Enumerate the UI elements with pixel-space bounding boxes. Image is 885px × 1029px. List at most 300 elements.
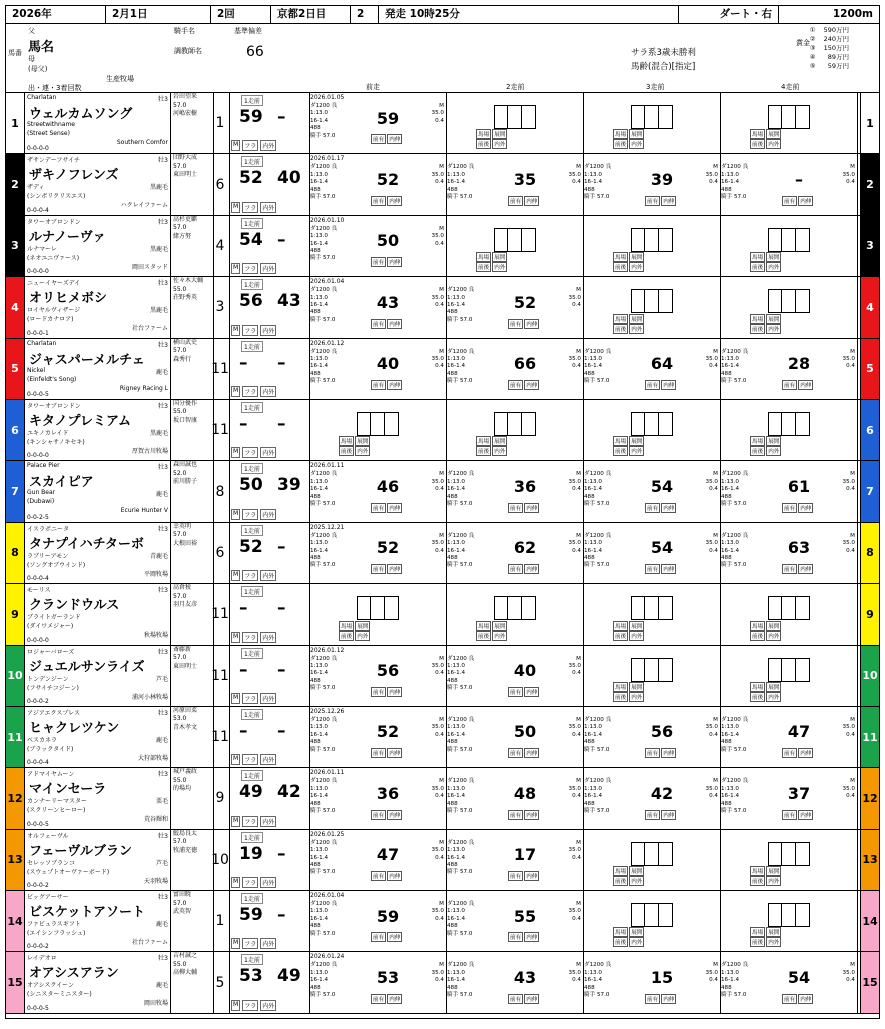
past-race: 馬場 展開 前後 内外 bbox=[720, 400, 858, 460]
horse-info bbox=[25, 707, 171, 767]
horse-row bbox=[6, 952, 879, 1013]
past-race: ダ1200 良 1:13.0 16-1.4 488 騎手 57.0 61 M 35.0 0.4 前有 内伸 bbox=[720, 461, 858, 521]
jockey-info bbox=[171, 277, 214, 337]
horse-name: オリヒメボシ bbox=[29, 291, 108, 307]
carried-weight: 57.0 bbox=[173, 838, 187, 846]
race-record: 0-0-0-1 bbox=[27, 329, 49, 337]
past-race: ダ1200 良 1:13.0 16-1.4 488 騎手 57.0 48 M 35.0 0.4 前有 内伸 bbox=[446, 768, 584, 828]
carried-weight: 55.0 bbox=[173, 776, 187, 784]
horse-number-left: 7 bbox=[6, 461, 25, 521]
race-index: 47 bbox=[787, 722, 811, 742]
race-date: 2026.01.04 bbox=[310, 278, 345, 286]
horse-row bbox=[6, 400, 879, 461]
distance: 1200m bbox=[832, 8, 873, 20]
gate-number: 4 bbox=[211, 216, 230, 276]
race-index: 48 bbox=[513, 783, 537, 803]
best-index-2: – bbox=[277, 843, 286, 864]
breeder: Ecurie Hunter V bbox=[120, 507, 168, 515]
race-record: 0-0-0-2 bbox=[27, 697, 49, 705]
past-race: 馬場 展開 前後 内外 bbox=[583, 93, 721, 153]
race-index: 28 bbox=[787, 354, 811, 374]
past-race: ダ1200 良 1:13.0 16-1.4 488 騎手 57.0 54 M 35.0 0.4 前有 内伸 bbox=[583, 523, 721, 583]
jockey-name: 森田誠也 bbox=[173, 461, 198, 469]
best-index-1: – bbox=[239, 659, 248, 680]
horse-info bbox=[25, 830, 171, 890]
trainer-name: 前川勝子 bbox=[173, 478, 198, 486]
horse-row bbox=[6, 830, 879, 891]
coat-color: 黒鹿毛 bbox=[149, 245, 168, 253]
past-race: ダ1200 良 1:13.0 16-1.4 488 騎手 57.0 – M 35.0 0.4 前有 内伸 bbox=[720, 154, 858, 214]
best-index: 1走前 56 43 M フラ 内外 bbox=[229, 277, 310, 337]
best-index: 1走前 19 – M フラ 内外 bbox=[229, 830, 310, 890]
best-index-2: – bbox=[277, 413, 286, 434]
race-index: 39 bbox=[650, 169, 674, 189]
prize-2: 240万円 bbox=[823, 35, 849, 43]
jockey-name: 佐々木大輔 bbox=[173, 277, 204, 285]
breeder: Rigney Racing L bbox=[119, 384, 168, 392]
race-index: 54 bbox=[650, 476, 674, 496]
horse-number-right: 13 bbox=[860, 830, 879, 890]
sex-age: 牡3 bbox=[158, 955, 168, 963]
best-index: 1走前 – – M フラ 内外 bbox=[229, 400, 310, 460]
past-race: 馬場 展開 前後 内外 bbox=[720, 891, 858, 951]
past-race: ダ1200 良 1:13.0 16-1.4 488 騎手 57.0 66 M 35.0 0.4 前有 内伸 bbox=[446, 339, 584, 399]
breeder: 平岡牧場 bbox=[143, 570, 168, 578]
dam: ロイヤルヴィザージ bbox=[27, 307, 81, 315]
coat-color: 鹿毛 bbox=[155, 491, 168, 499]
prev2-header: 2走前 bbox=[506, 83, 525, 91]
race-index: 53 bbox=[376, 967, 400, 987]
best-index-1: 59 bbox=[239, 905, 263, 926]
sire: Charlatan bbox=[27, 94, 57, 101]
race-record: 0-0-0-0 bbox=[27, 268, 49, 276]
horse-row bbox=[6, 523, 879, 584]
race-date: 2026.01.24 bbox=[310, 953, 345, 961]
past-race: 2026.01.05 ダ1200 良 1:13.0 16-1.4 488 騎手 57.0 59 M 35.0 0.4 前有 内伸 bbox=[309, 93, 447, 153]
best-index-1: – bbox=[239, 720, 248, 741]
horse-rows bbox=[6, 93, 879, 1014]
horse-row bbox=[6, 461, 879, 522]
horse-number-right: 14 bbox=[860, 891, 879, 951]
prev4-header: 4走前 bbox=[781, 83, 800, 91]
past-race: 馬場 展開 前後 内外 bbox=[446, 93, 584, 153]
jockey-info bbox=[171, 339, 214, 399]
sex-age: 牡3 bbox=[158, 218, 168, 226]
past-race: 馬場 展開 前後 内外 bbox=[446, 400, 584, 460]
sire: アドマイヤムーン bbox=[27, 771, 75, 779]
carried-weight: 57.0 bbox=[173, 899, 187, 907]
std-header: 基準偏差 bbox=[234, 27, 262, 35]
horse-number-right: 6 bbox=[860, 400, 879, 460]
past-race: 馬場 展開 前後 内外 bbox=[720, 830, 858, 890]
owner-header: 生産牧場 bbox=[106, 75, 134, 83]
race-index: 52 bbox=[513, 292, 537, 312]
broodmare-sire: (エイシンフラッシュ) bbox=[27, 930, 86, 938]
best-index-2: – bbox=[277, 107, 286, 127]
jockey-name: 吉村誠之 bbox=[173, 952, 198, 960]
best-index-2: 49 bbox=[277, 966, 301, 987]
past-race: 馬場 展開 前後 内外 bbox=[583, 646, 721, 706]
trainer-name: 牧浦充徳 bbox=[173, 846, 198, 854]
trainer-name: 河嶋宏樹 bbox=[173, 110, 198, 117]
horse-number-left: 6 bbox=[6, 400, 25, 460]
horse-number-left: 15 bbox=[6, 952, 25, 1012]
best-index: 1走前 – – M フラ 内外 bbox=[229, 646, 310, 706]
coat-color: 青鹿毛 bbox=[149, 552, 168, 560]
trainer-name: 緒方努 bbox=[173, 232, 192, 240]
race-index: 40 bbox=[376, 354, 400, 374]
broodmare-sire: (ネオユニヴァース) bbox=[27, 254, 80, 262]
race-date: 2026.01.12 bbox=[310, 339, 345, 347]
record-header: 出・連・3着回数 bbox=[28, 84, 82, 92]
horse-number-left: 8 bbox=[6, 523, 25, 583]
horse-number-right: 7 bbox=[860, 461, 879, 521]
horse-number-left: 10 bbox=[6, 646, 25, 706]
breeder: 秋場牧場 bbox=[143, 632, 168, 640]
horse-info bbox=[25, 523, 171, 583]
past-race: 2025.12.21 ダ1200 良 1:13.0 16-1.4 488 騎手 57.0 52 M 35.0 0.4 前有 内伸 bbox=[309, 523, 447, 583]
dam-header: 母 bbox=[28, 55, 35, 63]
horse-info bbox=[25, 400, 171, 460]
past-race: 2026.01.04 ダ1200 良 1:13.0 16-1.4 488 騎手 57.0 43 M 35.0 0.4 前有 内伸 bbox=[309, 277, 447, 337]
dam: カンナーリーマスター bbox=[27, 798, 88, 806]
past-race: 2026.01.11 ダ1200 良 1:13.0 16-1.4 488 騎手 57.0 46 M 35.0 0.4 前有 内伸 bbox=[309, 461, 447, 521]
horse-number-left: 4 bbox=[6, 277, 25, 337]
horse-name: ヒャクレツケン bbox=[29, 720, 120, 736]
race-index: 43 bbox=[513, 967, 537, 987]
past-race: 2026.01.12 ダ1200 良 1:13.0 16-1.4 488 騎手 57.0 40 M 35.0 0.4 前有 内伸 bbox=[309, 339, 447, 399]
horse-name: ジュエルサンライズ bbox=[29, 659, 145, 675]
race-record: 0-0-0-5 bbox=[27, 390, 49, 398]
jockey-name: 河原田菜 bbox=[173, 706, 198, 714]
jockey-name: 団野大成 bbox=[173, 154, 198, 162]
coat-color: 芦毛 bbox=[155, 675, 168, 683]
carried-weight: 57.0 bbox=[173, 347, 187, 355]
best-index-2: – bbox=[277, 905, 286, 926]
past-race: ダ1200 良 1:13.0 16-1.4 488 騎手 57.0 39 M 35.0 0.4 前有 内伸 bbox=[583, 154, 721, 214]
best-index-1: 52 bbox=[239, 168, 263, 189]
race-index: 36 bbox=[513, 476, 537, 496]
past-race: 馬場 展開 前後 内外 bbox=[583, 216, 721, 276]
sire: Palace Pier bbox=[27, 462, 60, 470]
gate-number: 11 bbox=[211, 584, 230, 644]
jockey-info bbox=[171, 952, 214, 1012]
past-race: 2026.01.04 ダ1200 良 1:13.0 16-1.4 488 騎手 57.0 59 M 35.0 0.4 前有 内伸 bbox=[309, 891, 447, 951]
jockey-info bbox=[171, 523, 214, 583]
past-race: 2026.01.17 ダ1200 良 1:13.0 16-1.4 488 騎手 57.0 52 M 35.0 0.4 前有 内伸 bbox=[309, 154, 447, 214]
trainer-name: 坂口智康 bbox=[173, 416, 198, 424]
horse-name: キタノプレミアム bbox=[29, 413, 132, 429]
past-race: 2026.01.12 ダ1200 良 1:13.0 16-1.4 488 騎手 57.0 56 M 35.0 0.4 前有 内伸 bbox=[309, 646, 447, 706]
jockey-info bbox=[171, 216, 214, 276]
race-date: 2026.01.17 bbox=[310, 155, 345, 163]
best-index: 1走前 – – M フラ 内外 bbox=[229, 339, 310, 399]
jockey-info bbox=[171, 707, 214, 767]
race-index: 52 bbox=[376, 169, 400, 189]
coat-color: 黒鹿毛 bbox=[149, 307, 168, 315]
horse-number-right: 8 bbox=[860, 523, 879, 583]
best-index-1: 56 bbox=[239, 291, 263, 312]
horse-number-right: 4 bbox=[860, 277, 879, 337]
prev-header: 前走 bbox=[366, 83, 380, 91]
carried-weight: 57.0 bbox=[173, 531, 187, 539]
race-date: 2026.01.12 bbox=[310, 646, 345, 654]
horse-number-left: 5 bbox=[6, 339, 25, 399]
best-index-1: 59 bbox=[239, 107, 263, 127]
race-index: 43 bbox=[376, 292, 400, 312]
race-record: 0-0-0-2 bbox=[27, 943, 49, 951]
trainer-name: 森秀行 bbox=[173, 355, 192, 363]
race-index: 36 bbox=[376, 783, 400, 803]
gate-number: 11 bbox=[211, 339, 230, 399]
race-date: 2025.12.26 bbox=[310, 707, 345, 715]
race-record: 0-0-0-2 bbox=[27, 882, 49, 890]
horse-number-right: 10 bbox=[860, 646, 879, 706]
dam: ルナマーレ bbox=[27, 245, 57, 253]
sire: ニューイヤーズデイ bbox=[27, 280, 81, 288]
breeder: 岡田牧場 bbox=[143, 1000, 168, 1008]
race-index: 52 bbox=[376, 722, 400, 742]
race-index: 50 bbox=[513, 722, 537, 742]
past-race: ダ1200 良 1:13.0 16-1.4 488 騎手 57.0 15 M 35.0 0.4 前有 内伸 bbox=[583, 952, 721, 1012]
broodmare-sire: (スクリーンヒーロー) bbox=[27, 807, 86, 815]
past-race: 馬場 展開 前後 内外 bbox=[720, 277, 858, 337]
best-index-2: – bbox=[277, 720, 286, 741]
dam: Nickel bbox=[27, 366, 46, 374]
breeder: 天羽牧場 bbox=[143, 877, 168, 885]
past-race: 馬場 展開 前後 内外 bbox=[720, 216, 858, 276]
race-index: – bbox=[795, 169, 803, 189]
carried-weight: 55.0 bbox=[173, 408, 187, 416]
best-index-1: 50 bbox=[239, 475, 263, 496]
past-race: 馬場 展開 前後 内外 bbox=[583, 277, 721, 337]
broodmare-sire: (シニスターミニスター) bbox=[27, 991, 92, 999]
sire: イスラボニータ bbox=[27, 525, 69, 533]
past-race: ダ1200 良 1:13.0 16-1.4 488 騎手 57.0 54 M 35.0 0.4 前有 内伸 bbox=[720, 952, 858, 1012]
prize-4: 89万円 bbox=[827, 53, 849, 61]
gate-number: 11 bbox=[211, 400, 230, 460]
trainer-name: 荘野秀英 bbox=[173, 294, 198, 302]
sex-age: 牡3 bbox=[158, 464, 168, 472]
race-index: 35 bbox=[513, 169, 537, 189]
best-index: 1走前 – – M フラ 内外 bbox=[229, 707, 310, 767]
race-index: 64 bbox=[650, 354, 674, 374]
best-index: 1走前 52 – M フラ 内外 bbox=[229, 523, 310, 583]
dam: ユキノカレイド bbox=[27, 429, 69, 437]
past-race: ダ1200 良 1:13.0 16-1.4 488 騎手 57.0 28 M 35.0 0.4 前有 内伸 bbox=[720, 339, 858, 399]
horse-number-right: 15 bbox=[860, 952, 879, 1012]
horse-info bbox=[25, 646, 171, 706]
horse-row bbox=[6, 768, 879, 829]
horse-row bbox=[6, 93, 879, 154]
best-index-1: – bbox=[239, 598, 248, 619]
past-race: 馬場 展開 前後 内外 bbox=[583, 830, 721, 890]
race-index: 52 bbox=[376, 538, 400, 558]
horse-info bbox=[25, 952, 171, 1012]
horse-number-left: 2 bbox=[6, 154, 25, 214]
best-index-2: 43 bbox=[277, 291, 301, 312]
race-index: 37 bbox=[787, 783, 811, 803]
race-index: 17 bbox=[513, 845, 537, 865]
past-race: ダ1200 良 1:13.0 16-1.4 488 騎手 57.0 50 M 35.0 0.4 前有 内伸 bbox=[446, 707, 584, 767]
race-index: 66 bbox=[513, 354, 537, 374]
broodmare-sire: (Einfeldt's Song) bbox=[27, 375, 77, 383]
jockey-name: 国分優作 bbox=[173, 399, 198, 407]
race-index: 40 bbox=[513, 661, 537, 681]
kai: 2回 bbox=[211, 6, 271, 23]
race-date: 2026.01.11 bbox=[310, 462, 345, 470]
past-race: ダ1200 良 1:13.0 16-1.4 488 騎手 57.0 17 M 35.0 0.4 前有 内伸 bbox=[446, 830, 584, 890]
trainer-name: 大根田裕 bbox=[173, 539, 198, 547]
carried-weight: 57.0 bbox=[173, 224, 187, 232]
sire: タワーオブロンドン bbox=[27, 402, 81, 410]
gate-number: 6 bbox=[211, 154, 230, 214]
horse-name: クランドウルス bbox=[29, 598, 120, 614]
sire: ビッグアーサー bbox=[27, 894, 69, 902]
best-index: 1走前 59 – M フラ 内外 bbox=[229, 93, 310, 153]
race-index: 59 bbox=[376, 108, 400, 128]
race-index: 56 bbox=[650, 722, 674, 742]
best-index-2: – bbox=[277, 536, 286, 557]
sex-age: 牡3 bbox=[158, 341, 168, 349]
horse-name: ビスケットアソート bbox=[29, 905, 145, 921]
best-index-2: 42 bbox=[277, 782, 301, 803]
jockey-info bbox=[171, 830, 214, 890]
sex-age: 牡3 bbox=[158, 894, 168, 902]
sex-age: 牡3 bbox=[158, 525, 168, 533]
broodmare-sire: (フサイチコジーン) bbox=[27, 684, 79, 692]
jockey-name: 岩田望来 bbox=[173, 93, 198, 100]
sire: タワーオブロンドン bbox=[27, 218, 81, 226]
carried-weight: 57.0 bbox=[173, 101, 187, 109]
race-date: 2026.01.11 bbox=[310, 769, 345, 777]
horse-number-right: 5 bbox=[860, 339, 879, 399]
jockey-info bbox=[171, 400, 214, 460]
broodmare-sire: (ソングオブウインド) bbox=[27, 561, 86, 569]
coat-color: 鹿毛 bbox=[155, 982, 168, 990]
jockey-name: 横山武史 bbox=[173, 338, 198, 346]
jockey-name: 幸英明 bbox=[173, 522, 192, 530]
race-title-bar bbox=[6, 6, 879, 24]
sex-age: 牡3 bbox=[158, 280, 168, 288]
breeder: ハクレイファーム bbox=[120, 202, 168, 210]
race-index: 61 bbox=[787, 476, 811, 496]
race-date: 2026.01.04 bbox=[310, 892, 345, 900]
horse-number-left: 12 bbox=[6, 768, 25, 828]
coat-color: 黒鹿毛 bbox=[149, 429, 168, 437]
past-race: 馬場 展開 前後 内外 bbox=[446, 584, 584, 644]
carried-weight: 53.0 bbox=[173, 715, 187, 723]
race-card bbox=[5, 5, 880, 1019]
best-index-1: – bbox=[239, 413, 248, 434]
sex-age: 牡3 bbox=[158, 96, 168, 103]
race-index: 55 bbox=[513, 906, 537, 926]
horse-name: ウェルカムソング bbox=[29, 107, 133, 122]
race-index: 42 bbox=[650, 783, 674, 803]
past-race: ダ1200 良 1:13.0 16-1.4 488 騎手 57.0 55 M 35.0 0.4 前有 内伸 bbox=[446, 891, 584, 951]
past-race: 馬場 展開 前後 内外 bbox=[583, 891, 721, 951]
column-header bbox=[6, 24, 879, 93]
sire: アジアエクスプレス bbox=[27, 709, 80, 717]
best-index-2: – bbox=[277, 598, 286, 619]
broodmare-sire: (Dubawi) bbox=[27, 498, 55, 506]
race-record: 0-0-0-4 bbox=[27, 206, 49, 214]
horse-row bbox=[6, 646, 879, 707]
horse-number-left: 13 bbox=[6, 830, 25, 890]
breeder: 厚賀古川牧場 bbox=[131, 447, 168, 455]
prize-5: 59万円 bbox=[827, 62, 849, 70]
horse-info bbox=[25, 339, 171, 399]
carried-weight: 57.0 bbox=[173, 162, 187, 170]
horse-info bbox=[25, 216, 171, 276]
prev3-header: 3走前 bbox=[646, 83, 665, 91]
horse-info bbox=[25, 768, 171, 828]
trainer-name: 青木孝文 bbox=[173, 723, 198, 731]
sex-age: 牡3 bbox=[158, 587, 168, 595]
coat-color: 芦毛 bbox=[155, 859, 168, 867]
horse-number-left: 9 bbox=[6, 584, 25, 644]
horse-info bbox=[25, 93, 171, 153]
gate-number: 3 bbox=[211, 277, 230, 337]
past-race: 2025.12.26 ダ1200 良 1:13.0 16-1.4 488 騎手 57.0 52 M 35.0 0.4 前有 内伸 bbox=[309, 707, 447, 767]
horse-number-right: 9 bbox=[860, 584, 879, 644]
past-race: ダ1200 良 1:13.0 16-1.4 488 騎手 57.0 52 M 35.0 0.4 前有 内伸 bbox=[446, 277, 584, 337]
race-date: 2026.01.05 bbox=[310, 94, 345, 101]
coat-color: 鹿毛 bbox=[155, 921, 168, 929]
best-index-1: 54 bbox=[239, 229, 263, 250]
trainer-name: 東田明士 bbox=[173, 171, 198, 179]
dam: ベスカネラ bbox=[27, 736, 58, 744]
dam: オアシスクイーン bbox=[27, 982, 74, 990]
horse-info bbox=[25, 891, 171, 951]
past-race: 2026.01.10 ダ1200 良 1:13.0 16-1.4 488 騎手 57.0 50 M 35.0 0.4 前有 内伸 bbox=[309, 216, 447, 276]
best-index-2: – bbox=[277, 352, 286, 373]
race-index: 54 bbox=[787, 967, 811, 987]
sex-age: 牡3 bbox=[158, 157, 168, 165]
breeder: 大狩部牧場 bbox=[137, 754, 168, 762]
horse-number-left: 3 bbox=[6, 216, 25, 276]
past-race: ダ1200 良 1:13.0 16-1.4 488 騎手 57.0 36 M 35.0 0.4 前有 内伸 bbox=[446, 461, 584, 521]
breeder: 荒谷輝和 bbox=[143, 816, 168, 824]
horse-row bbox=[6, 277, 879, 338]
jockey-name: 城戸義政 bbox=[173, 768, 198, 776]
past-race: 馬場 展開 前後 内外 bbox=[309, 584, 447, 644]
jockey-info bbox=[171, 584, 214, 644]
jockey-name: 斎藤新 bbox=[173, 645, 192, 653]
horse-row bbox=[6, 154, 879, 215]
prize-table: ① 590万円 ② 240万円 ③ 150万円 ④ 89万円 ⑤ 59万円 bbox=[809, 26, 849, 70]
race-number: 2 bbox=[351, 6, 379, 23]
sex-age: 牡3 bbox=[158, 402, 168, 410]
horse-row bbox=[6, 216, 879, 277]
trainer-name: 武英智 bbox=[173, 908, 192, 916]
best-index: 1走前 52 40 M フラ 内外 bbox=[229, 154, 310, 214]
coat-color: 鹿毛 bbox=[155, 736, 168, 744]
past-race: ダ1200 良 1:13.0 16-1.4 488 騎手 57.0 40 M 35.0 0.4 前有 内伸 bbox=[446, 646, 584, 706]
best-index-1: 49 bbox=[239, 782, 263, 803]
carried-weight: 57.0 bbox=[173, 592, 187, 600]
horse-number-left: 14 bbox=[6, 891, 25, 951]
gate-number: 11 bbox=[211, 707, 230, 767]
past-race: ダ1200 良 1:13.0 16-1.4 488 騎手 57.0 47 M 35.0 0.4 前有 内伸 bbox=[720, 707, 858, 767]
race-date: 2025.12.21 bbox=[310, 523, 345, 531]
race-record: 0-0-0-0 bbox=[27, 636, 49, 644]
race-index: 63 bbox=[787, 538, 811, 558]
class-line2: 馬齢(混合)[指定] bbox=[631, 62, 696, 72]
gate-number: 5 bbox=[211, 952, 230, 1012]
horse-name: タナプイハチターボ bbox=[29, 536, 144, 552]
best-index-2: 40 bbox=[277, 168, 301, 189]
